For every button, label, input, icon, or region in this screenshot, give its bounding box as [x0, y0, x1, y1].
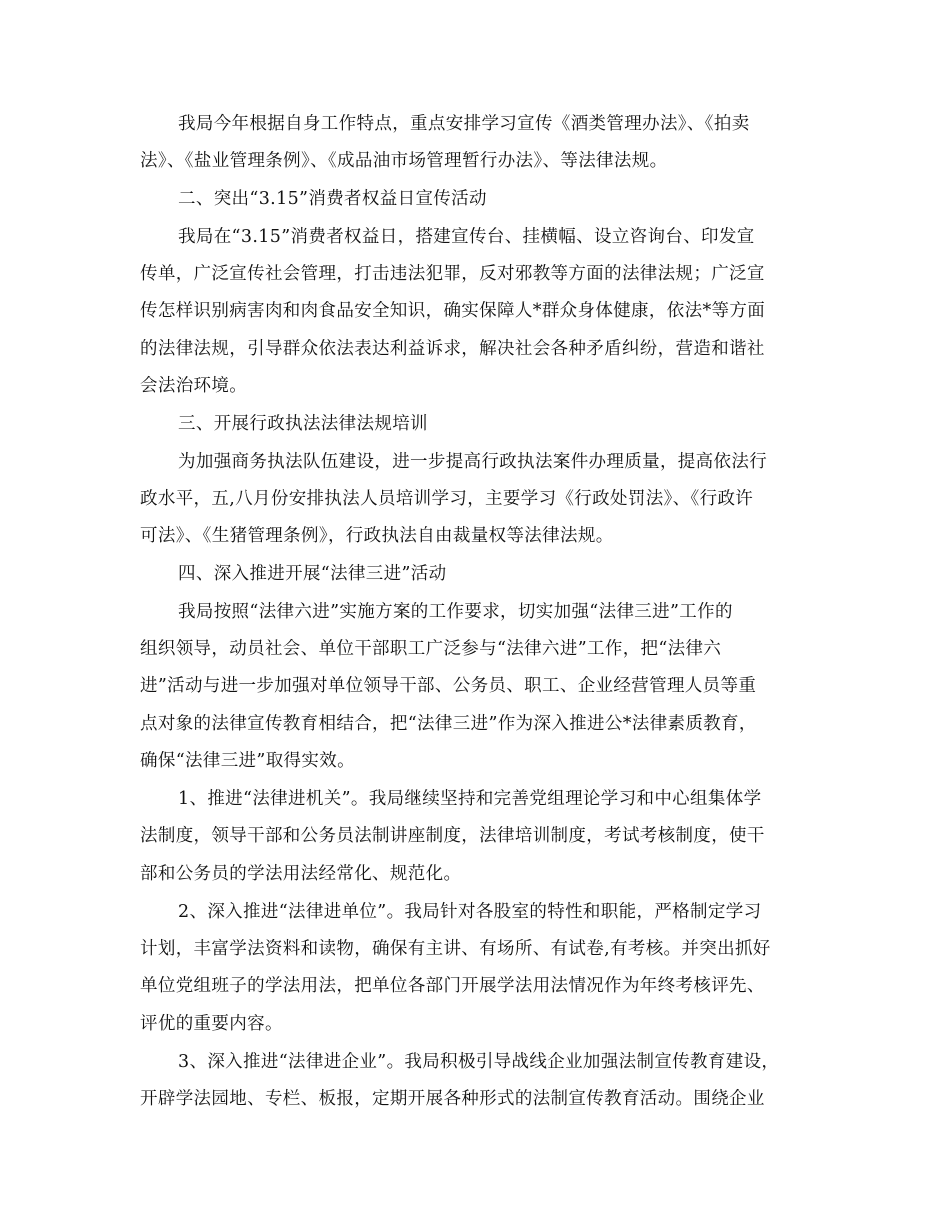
paragraph-line: 1、推进“法律进机关”。我局继续坚持和完善党组理论学习和中心组集体学 [178, 789, 762, 809]
paragraph-line: 我局今年根据自身工作特点，重点安排学习宣传《酒类管理办法》、《拍卖 [178, 114, 750, 134]
paragraph-line: 单位党组班子的学法用法，把单位各部门开展学法用法情况作为年终考核评先、 [140, 976, 765, 996]
paragraph-line: 传怎样识别病害肉和肉食品安全知识，确实保障人*群众身体健康，依法*等方面 [140, 301, 766, 321]
paragraph-line: 3、深入推进“法律进企业”。我局积极引导战线企业加强法制宣传教育建设， [178, 1052, 780, 1072]
paragraph-line: 为加强商务执法队伍建设，进一步提高行政执法案件办理质量，提高依法行 [178, 452, 768, 472]
paragraph-line: 的法律法规，引导群众依法表达利益诉求，解决社会各种矛盾纠纷，营造和谐社 [140, 339, 765, 359]
paragraph-line: 我局在“3.15”消费者权益日，搭建宣传台、挂横幅、设立咨询台、印发宣 [178, 227, 755, 247]
paragraph-line: 点对象的法律宣传教育相结合，把“法律三进”作为深入推进公*法律素质教育， [140, 714, 757, 734]
paragraph-line: 进”活动与进一步加强对单位领导干部、公务员、职工、企业经营管理人员等重 [140, 676, 757, 696]
section-heading: 二、突出“3.15”消费者权益日宣传活动 [178, 189, 487, 209]
paragraph-line: 会法治环境。 [140, 376, 248, 396]
paragraph-line: 我局按照“法律六进”实施方案的工作要求，切实加强“法律三进”工作的 [178, 602, 733, 622]
paragraph-line: 2、深入推进“法律进单位”。我局针对各股室的特性和职能，严格制定学习 [178, 902, 762, 922]
paragraph-line: 组织领导，动员社会、单位干部职工广泛参与“法律六进”工作，把“法律六 [140, 639, 722, 659]
paragraph-line: 传单，广泛宣传社会管理，打击违法犯罪，反对邪教等方面的法律法规；广泛宣 [140, 264, 765, 284]
paragraph-line: 确保“法律三进”取得实效。 [140, 751, 355, 771]
paragraph-line: 法》、《盐业管理条例》、《成品油市场管理暂行办法》、等法律法规。 [140, 151, 668, 171]
paragraph-line: 计划，丰富学法资料和读物，确保有主讲、有场所、有试卷,有考核。并突出抓好 [140, 939, 771, 959]
paragraph-line: 可法》、《生猪管理条例》，行政执法自由裁量权等法律法规。 [140, 526, 614, 546]
paragraph-line: 法制度，领导干部和公务员法制讲座制度，法律培训制度，考试考核制度，使干 [140, 826, 765, 846]
paragraph-line: 开辟学法园地、专栏、板报，定期开展各种形式的法制宣传教育活动。围绕企业 [140, 1089, 765, 1109]
section-heading: 四、深入推进开展“法律三进”活动 [178, 564, 447, 584]
paragraph-line: 政水平，五,八月份安排执法人员培训学习，主要学习《行政处罚法》、《行政许 [140, 489, 754, 509]
paragraph-line: 评优的重要内容。 [140, 1014, 283, 1034]
paragraph-line: 部和公务员的学法用法经常化、规范化。 [140, 864, 462, 884]
section-heading: 三、开展行政执法法律法规培训 [178, 414, 428, 434]
